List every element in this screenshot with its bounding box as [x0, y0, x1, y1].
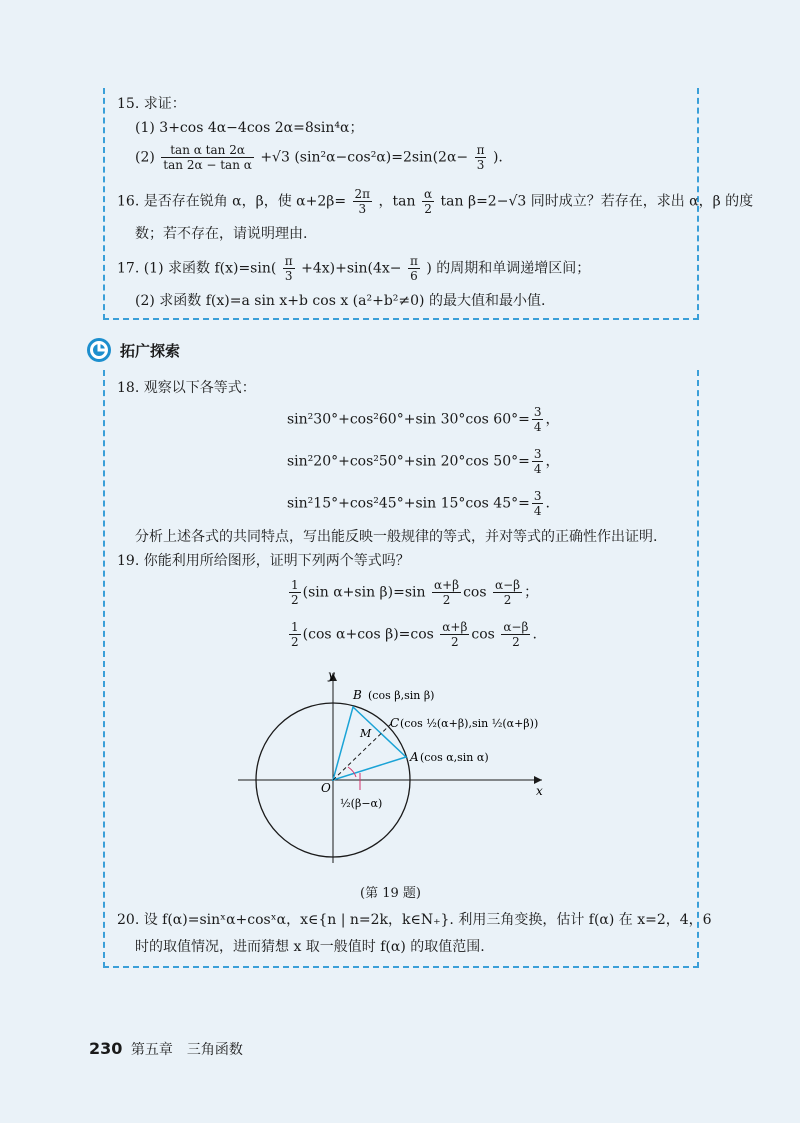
equation-text: ). — [492, 149, 503, 166]
problem-16-line1: 16. 是否存在锐角 α，β，使 α+2β= $\frac{2\pi}{3}$ ，tan $\frac{\alpha}{2}$ tan β=2−√3 同时成立？若存在，求出 α，β 的度 — [117, 187, 754, 216]
problem-15-head: 15. 求证： — [117, 96, 186, 112]
problem-17-line1: 17. (1) 求函数 f(x)=sin( $\frac{\pi}{3}$ +4x)+sin(4x− $\frac{\pi}{6}$ ) 的周期和单调递增区间； — [117, 254, 591, 283]
problem-19-eq1: $\frac{1}{2}$ (sin α+sin β)=sin $\frac{\alpha+\beta}{2}$ cos $\frac{\alpha-\beta}{2}$ ； — [291, 578, 539, 607]
page-number: 230 — [89, 1039, 123, 1058]
point-B-label: B — [353, 688, 362, 702]
problem-19-eq2: $\frac{1}{2}$ (cos α+cos β)=cos $\frac{\alpha+\beta}{2}$ cos $\frac{\alpha-\beta}{2}$ . — [291, 620, 537, 649]
section-header — [86, 337, 180, 363]
x-label: x — [536, 784, 543, 798]
problem-18-head: 18. 观察以下各等式： — [117, 380, 256, 396]
point-B-coord: (cos β,sin β) — [368, 689, 435, 702]
problem-18-eq3: sin²15°+cos²45°+sin 15°cos 45°= $\frac{3}{4}$ . — [287, 489, 550, 518]
section-title: 拓广探索 — [120, 341, 181, 360]
problem-20-line2: 时的取值情况，进而猜想 x 取一般值时 f(α) 的取值范围. — [135, 939, 485, 955]
problem-18-tail: 分析上述各式的共同特点，写出能反映一般规律的等式，并对等式的正确性作出证明. — [135, 529, 658, 545]
problem-15-part2 — [135, 143, 503, 179]
angle-label: ½(β−α) — [340, 797, 383, 810]
origin-label: O — [321, 781, 331, 795]
point-M-label: M — [360, 727, 372, 740]
fraction: $\frac{\text{tan α tan 2α}}{\text{tan 2α − tan α}}$ — [163, 143, 252, 172]
point-C-label: C — [390, 716, 400, 730]
point-A-coord: (cos α,sin α) — [420, 751, 489, 764]
problem-15-part1: (1) 3+cos 4α−4cos 2α=8sin⁴α； — [135, 120, 364, 136]
figure-caption: (第 19 题) — [360, 886, 421, 901]
problem-16-line2: 数；若不存在，请说明理由. — [135, 226, 308, 242]
problem-17-line2: (2) 求函数 f(x)=a sin x+b cos x (a²+b²≠0) 的最大值和最小值. — [135, 293, 546, 309]
section-logo-icon — [86, 337, 112, 363]
part-label: (2) — [135, 149, 155, 166]
problem-19-head: 19. 你能利用所给图形，证明下列两个等式吗？ — [117, 553, 410, 569]
y-label: y — [328, 668, 335, 682]
problem-20-line1: 20. 设 f(α)=sinˣα+cosˣα，x∈{n | n=2k，k∈N₊}. 利用三角变换，估计 f(α) 在 x=2，4，6 — [117, 912, 712, 928]
chapter-title: 第五章 三角函数 — [130, 1042, 243, 1058]
fraction: $\frac{\pi}{3}$ — [476, 143, 485, 172]
problem-18-eq2: sin²20°+cos²50°+sin 20°cos 50°= $\frac{3}{4}$ ， — [287, 447, 560, 476]
equation-text: +√3 (sin²α−cos²α)=2sin(2α− — [260, 149, 469, 166]
point-C-coord: (cos ½(α+β),sin ½(α+β)) — [400, 717, 539, 730]
unit-circle-figure — [230, 665, 560, 875]
problem-18-eq1: sin²30°+cos²60°+sin 30°cos 60°= $\frac{3}{4}$ ， — [287, 405, 560, 434]
point-A-label: A — [410, 750, 419, 764]
page-footer — [89, 1039, 243, 1059]
x-axis-arrow-icon — [534, 776, 542, 784]
